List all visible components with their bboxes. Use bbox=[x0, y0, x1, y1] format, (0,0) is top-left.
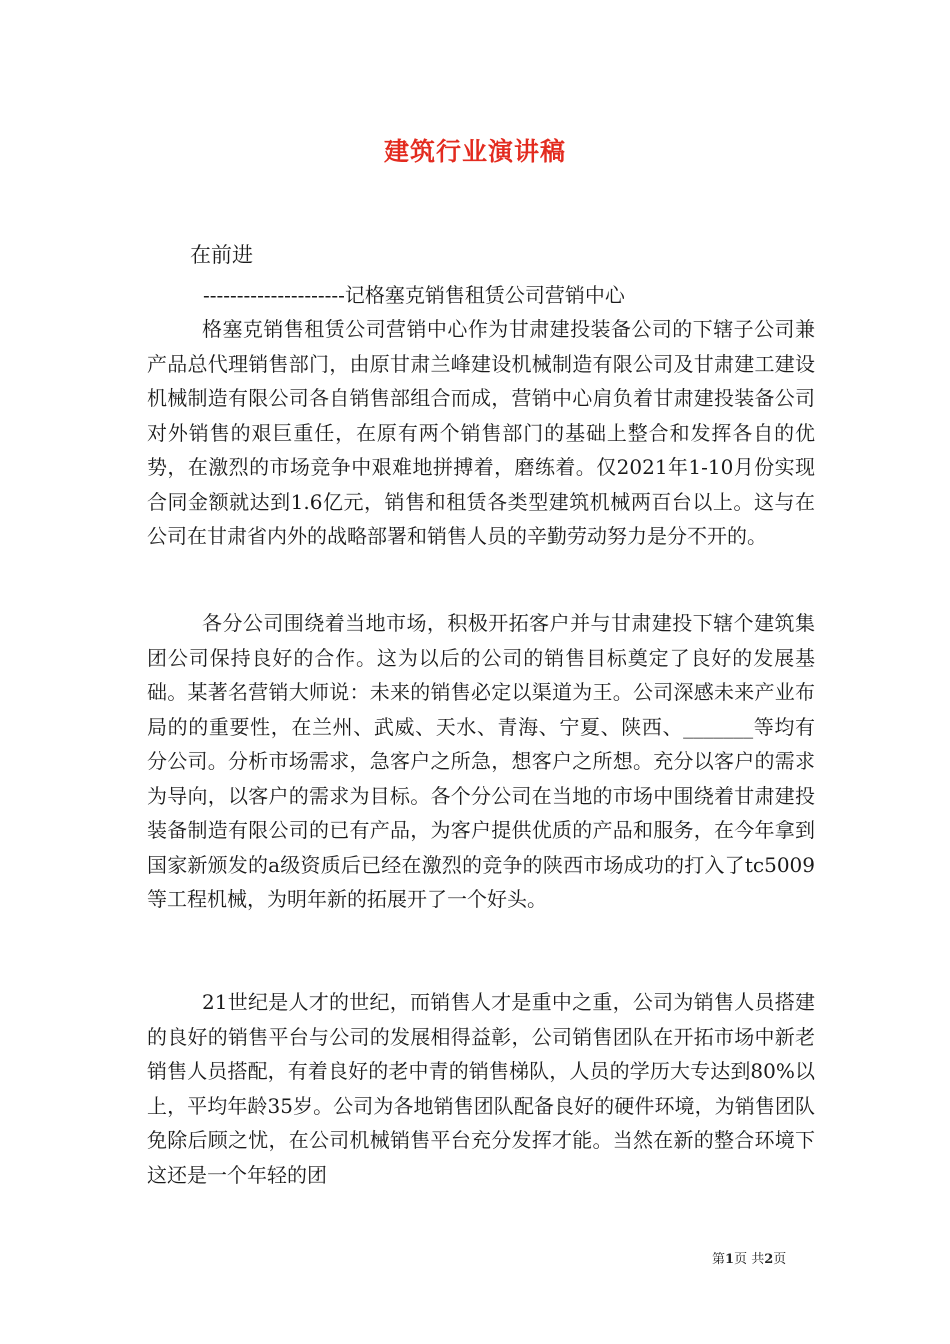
intro-line: 在前进 bbox=[190, 243, 253, 267]
footer-page-number: 1 bbox=[725, 1252, 735, 1267]
byline: ---------------------记格塞克销售租赁公司营销中心 bbox=[203, 283, 625, 307]
footer-total-pages: 2 bbox=[764, 1252, 774, 1267]
footer-middle: 页 共 bbox=[734, 1252, 765, 1267]
footer-prefix: 第 bbox=[712, 1252, 726, 1267]
document-title: 建筑行业演讲稿 bbox=[383, 137, 566, 166]
paragraph-1: 格塞克销售租赁公司营销中心作为甘肃建投装备公司的下辖子公司兼产品总代理销售部门，由原甘肃兰峰建设机械制造有限公司及甘肃建工建设机械制造有限公司各自销售部组合而成，营销中心肩负着甘肃建投装备公司对外销售的艰巨重任，在原有两个销售部门的基础上整合和发挥各自的优势，在激烈的市场竞争中艰难地拼搏着，磨练着。仅2021年1-10月份实现合同金额就达到1.6亿元，销售和租赁各类型建筑机械两百台以上。这与在公司在甘肃省内外的战略部署和销售人员的辛勤劳动努力是分不开的。 bbox=[147, 317, 815, 548]
footer-suffix: 页 bbox=[773, 1252, 787, 1267]
paragraph-3: 21世纪是人才的世纪，而销售人才是重中之重，公司为销售人员搭建的良好的销售平台与公司的发展相得益彰，公司销售团队在开拓市场中新老销售人员搭配，有着良好的老中青的销售梯队，人员的学历大专达到80%以上，平均年龄35岁。公司为各地销售团队配备良好的硬件环境，为销售团队免除后顾之忧，在公司机械销售平台充分发挥才能。当然在新的整合环境下这还是一个年轻的团 bbox=[147, 990, 815, 1187]
paragraph-2: 各分公司围绕着当地市场，积极开拓客户并与甘肃建投下辖个建筑集团公司保持良好的合作。这为以后的公司的销售目标奠定了良好的发展基础。某著名营销大师说：未来的销售必定以渠道为王。公司深感未来产业布局的的重要性，在兰州、武威、天水、青海、宁夏、陕西、_______等均有分公司。分析市场需求，急客户之所急，想客户之所想。充分以客户的需求为导向，以客户的需求为目标。各个分公司在当地的市场中围绕着甘肃建投装备制造有限公司的已有产品，为客户提供优质的产品和服务，在今年拿到国家新颁发的a级资质后已经在激烈的竞争的陕西市场成功的打入了tc5009等工程机械，为明年新的拓展开了一个好头。 bbox=[147, 611, 815, 911]
page-footer bbox=[712, 1252, 786, 1268]
